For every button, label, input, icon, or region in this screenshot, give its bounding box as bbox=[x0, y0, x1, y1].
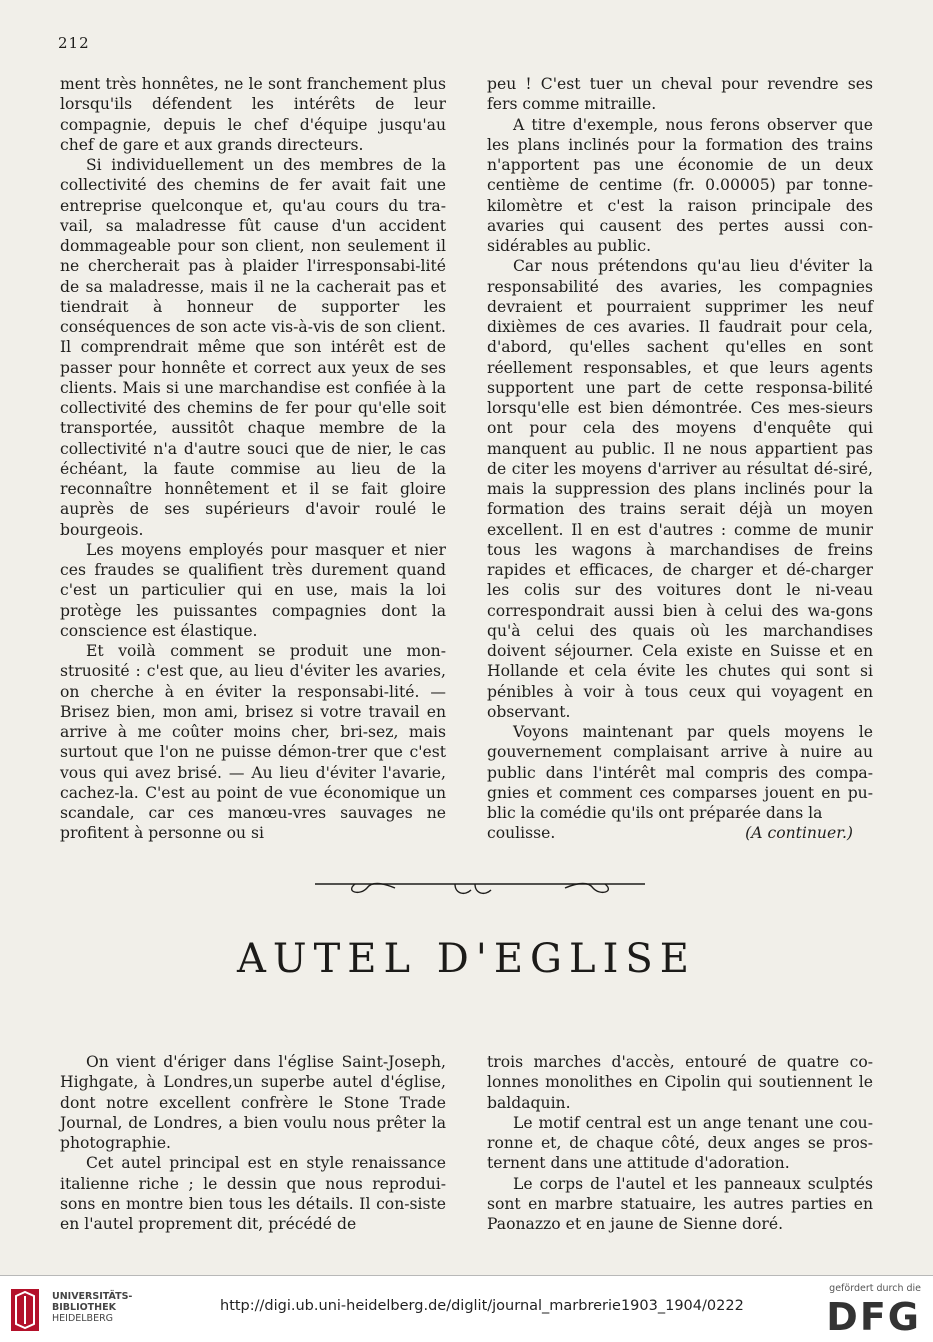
footer-bar bbox=[0, 1275, 933, 1342]
paragraph: peu ! C'est tuer un cheval pour revendre ses fers comme mitraille. bbox=[487, 75, 873, 114]
to-be-continued: (A continuer.) bbox=[745, 824, 853, 843]
permalink[interactable]: http://digi.ub.uni-heidelberg.de/diglit/journal_marbrerie1903_1904/0222 bbox=[220, 1298, 744, 1314]
paragraph: Si individuellement un des membres de la collectivité des chemins de fer avait fait une entreprise quelconque et, qu'au cours du tra-vail, sa maladresse fût cause d'un accident dommageable pour son client, non seulement il ne chercherait pas à plaider l'irresponsabi-lité de sa maladresse, mais il ne la cacherait pas et tiendrait à honneur de supporter les conséquences de son acte vis-à-vis de son client. Il comprendrait même que son intérêt est de passer pour honnête et correct aux yeux de ses clients. Mais si une marchandise est confiée à la collectivité des chemins de fer pour qu'elle soit transportée, aussitôt chaque membre de la collectivité n'a d'autre souci que de nier, le cas échéant, la faute commise au lieu de la reconnaître honnêtement et il se fait gloire auprès de ses supérieurs d'avoir roulé le bourgeois. bbox=[60, 156, 446, 539]
right-column-top bbox=[487, 74, 873, 844]
ornament-divider-icon bbox=[315, 876, 645, 900]
library-logo-icon bbox=[10, 1288, 40, 1332]
last-word: coulisse. bbox=[487, 824, 556, 843]
library-name bbox=[52, 1291, 132, 1324]
closing-line bbox=[487, 823, 873, 843]
paragraph: A titre d'exemple, nous ferons observer que les plans inclinés pour la formation des trains n'apportent pas une économie de un deux centième de centime (fr. 0.00005) par tonne-kilomètre et c'est la raison principale des avaries qui causent des pertes aussi con-sidérables au public. bbox=[487, 115, 873, 255]
paragraph: Le motif central est un ange tenant une cou-ronne et, de chaque côté, deux anges se pros-ternent dans une attitude d'adoration. bbox=[487, 1113, 873, 1173]
paragraph: Cet autel principal est en style renaissance italienne riche ; le dessin que nous reprodui-sons en montre bien tous les détails. Il con-siste en l'autel proprement dit, précédé de bbox=[60, 1154, 446, 1233]
right-column-bottom bbox=[487, 1052, 873, 1234]
paragraph: Et voilà comment se produit une mon-struosité : c'est que, au lieu d'éviter les avaries, on cherche à en éviter la responsabi-lité. — Brisez bien, mon ami, brisez si votre travail en arrive à me coûter moins cher, bri-sez, mais surtout que l'on ne puisse démon-trer que c'est vous qui avez brisé. — Au lieu d'éviter l'avarie, cachez-la. C'est au point de vue économique un scandale, car ces manœu-vres sauvages ne profitent à personne ou si bbox=[60, 642, 446, 843]
dfg-logo: DFG bbox=[826, 1295, 921, 1339]
paragraph: Voyons maintenant par quels moyens le gouvernement complaisant arrive à nuire au public dans l'intérêt mal compris des compa-gnies et comment ces comparses jouent en pu-blic la comédie qu'ils ont préparée dans la bbox=[487, 723, 873, 822]
page-number: 212 bbox=[58, 34, 90, 52]
library-name-line: HEIDELBERG bbox=[52, 1313, 114, 1324]
left-column-bottom bbox=[60, 1052, 446, 1234]
paragraph: Les moyens employés pour masquer et nier ces fraudes se qualifient très durement quand c'est un particulier qui en use, mais la loi protège les puissantes compagnies dont la conscience est élastique. bbox=[60, 540, 446, 640]
left-column-top bbox=[60, 74, 446, 844]
funding-note: gefördert durch die bbox=[829, 1283, 921, 1294]
paragraph: Le corps de l'autel et les panneaux sculptés sont en marbre statuaire, les autres parties en Paonazzo et en jaune de Sienne doré. bbox=[487, 1174, 873, 1233]
paragraph: Car nous prétendons qu'au lieu d'éviter la responsabilité des avaries, les compagnies devraient et pourraient supprimer les neuf dixièmes de ces avaries. Il faudrait pour cela, d'abord, qu'elles sachent qu'elles en sont réellement responsables, et que leurs agents supportent une part de cette responsa-bilité lorsqu'elle est bien démontrée. Ces mes-sieurs ont pour cela des moyens d'enquête qui manquent au public. Il ne nous appartient pas de citer les moyens d'arriver au résultat dé-siré, mais la suppression des plans inclinés pour la formation des trains serait déjà un moyen excellent. Il en est d'autres : comme de munir tous les wagons à marchandises de freins rapides et efficaces, de charger et dé-charger les colis sur des voitures dont le ni-veau correspondrait aussi bien à celui des wa-gons qu'à celui des quais où les marchandises doivent séjourner. Cela existe en Suisse et en Hollande et cela évite les chutes qui sont si pénibles à voir à tous ceux qui voyagent en observant. bbox=[487, 257, 873, 721]
paragraph: On vient d'ériger dans l'église Saint-Joseph, Highgate, à Londres,un superbe autel d'église, dont notre excellent confrère le Stone Trade Journal, de Londres, a bien voulu nous prêter la photographie. bbox=[60, 1053, 446, 1152]
paragraph: ment très honnêtes, ne le sont franchement plus lorsqu'ils défendent les intérêts de leur compagnie, depuis le chef d'équipe jusqu'au chef de gare et aux grands directeurs. bbox=[60, 75, 446, 154]
library-name-line: BIBLIOTHEK bbox=[52, 1302, 116, 1313]
article-title: AUTEL D'EGLISE bbox=[237, 936, 696, 982]
library-name-line: UNIVERSITÄTS- bbox=[52, 1291, 133, 1302]
paragraph: trois marches d'accès, entouré de quatre co-lonnes monolithes en Cipolin qui soutiennent le baldaquin. bbox=[487, 1053, 873, 1112]
